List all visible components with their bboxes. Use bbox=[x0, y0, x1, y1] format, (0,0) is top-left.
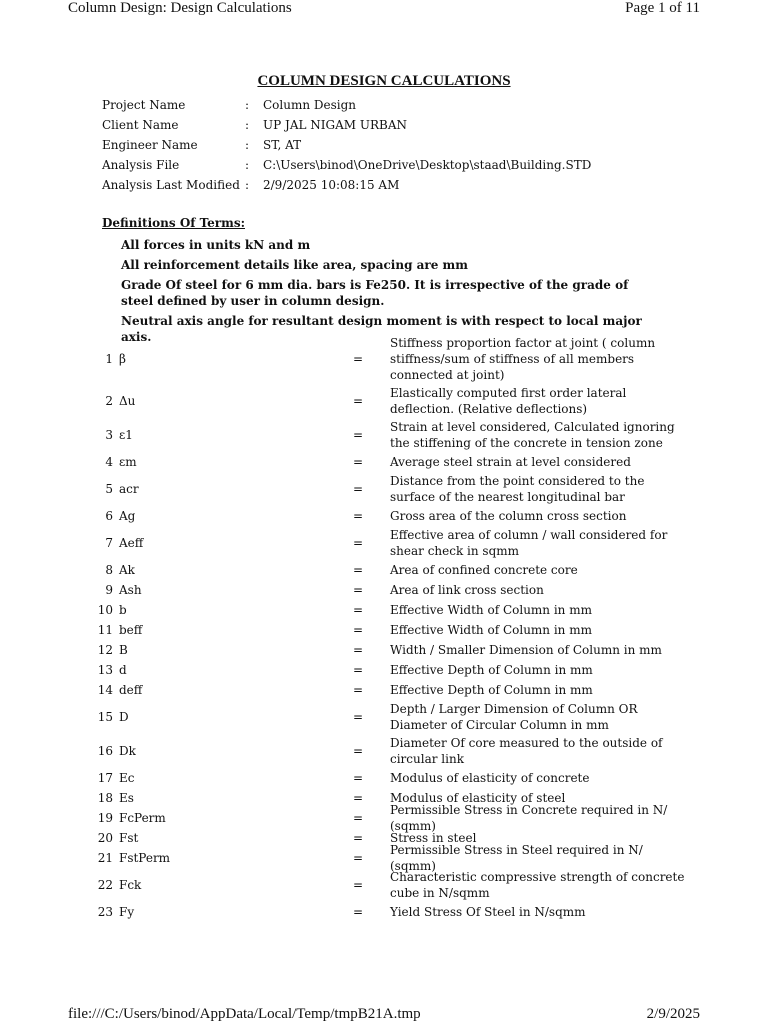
term-row bbox=[96, 660, 676, 680]
term-symbol: Fy bbox=[119, 905, 135, 919]
term-description: Area of confined concrete core bbox=[390, 563, 578, 577]
term-row bbox=[96, 640, 676, 660]
term-row bbox=[96, 620, 676, 640]
term-number: 3 bbox=[105, 428, 113, 442]
term-row bbox=[96, 902, 676, 922]
term-description: Effective area of column / wall considered for shear check in sqmm bbox=[390, 528, 668, 558]
term-number: 18 bbox=[97, 791, 113, 805]
term-symbol: B bbox=[119, 643, 128, 657]
term-number: 2 bbox=[105, 394, 113, 408]
term-number: 21 bbox=[97, 851, 113, 865]
definitions-heading: Definitions Of Terms: bbox=[102, 216, 245, 230]
term-equals: = bbox=[352, 583, 364, 597]
term-equals: = bbox=[352, 623, 364, 637]
term-description: Permissible Stress in Steel required in N/ (sqmm) bbox=[390, 843, 643, 873]
term-row bbox=[96, 418, 676, 452]
term-symbol: FcPerm bbox=[119, 811, 166, 825]
term-equals: = bbox=[352, 744, 364, 758]
term-symbol: deff bbox=[119, 683, 143, 697]
note-item: Neutral axis angle for resultant design moment is with respect to local major axis. bbox=[121, 314, 642, 344]
info-value: ST, AT bbox=[263, 138, 302, 152]
terms-list bbox=[96, 334, 685, 922]
term-equals: = bbox=[352, 683, 364, 697]
info-separator: : bbox=[245, 98, 250, 112]
term-row bbox=[96, 600, 676, 620]
term-equals: = bbox=[352, 352, 364, 366]
term-symbol: Ak bbox=[119, 563, 135, 577]
term-description: Gross area of the column cross section bbox=[390, 509, 627, 523]
term-equals: = bbox=[352, 905, 364, 919]
term-equals: = bbox=[352, 509, 364, 523]
notes-list bbox=[121, 237, 651, 349]
info-label: Analysis Last Modified bbox=[102, 178, 240, 192]
info-label: Project Name bbox=[102, 98, 186, 112]
term-description: Depth / Larger Dimension of Column OR Diameter of Circular Column in mm bbox=[390, 702, 638, 732]
term-symbol: Dk bbox=[119, 744, 136, 758]
term-symbol: beff bbox=[119, 623, 143, 637]
term-row bbox=[96, 560, 676, 580]
term-symbol: β bbox=[119, 352, 126, 366]
term-number: 12 bbox=[97, 643, 113, 657]
term-row bbox=[96, 868, 685, 902]
term-symbol: b bbox=[119, 603, 127, 617]
term-description: Permissible Stress in Concrete required in N/ (sqmm) bbox=[390, 803, 668, 833]
term-description: Elastically computed first order lateral deflection. (Relative deflections) bbox=[390, 386, 627, 416]
term-description: Diameter Of core measured to the outside of circular link bbox=[390, 736, 663, 766]
term-equals: = bbox=[352, 771, 364, 785]
term-row bbox=[96, 334, 676, 384]
term-description: Stiffness proportion factor at joint ( column stiffness/sum of stiffness of all members connected at joint) bbox=[390, 336, 656, 382]
term-symbol: Δu bbox=[119, 394, 136, 408]
info-separator: : bbox=[245, 138, 250, 152]
term-equals: = bbox=[352, 536, 364, 550]
note-item: All reinforcement details like area, spacing are mm bbox=[121, 258, 468, 272]
term-number: 20 bbox=[97, 831, 113, 845]
term-number: 14 bbox=[97, 683, 113, 697]
term-row bbox=[96, 768, 676, 788]
term-number: 16 bbox=[97, 744, 113, 758]
info-label: Client Name bbox=[102, 118, 179, 132]
term-equals: = bbox=[352, 851, 364, 865]
term-symbol: Ec bbox=[119, 771, 135, 785]
term-equals: = bbox=[352, 482, 364, 496]
term-equals: = bbox=[352, 791, 364, 805]
term-equals: = bbox=[352, 811, 364, 825]
term-row bbox=[96, 506, 676, 526]
term-row bbox=[96, 843, 676, 873]
term-number: 23 bbox=[97, 905, 113, 919]
term-number: 17 bbox=[97, 771, 113, 785]
term-number: 19 bbox=[97, 811, 113, 825]
term-description: Distance from the point considered to the surface of the nearest longitudinal bar bbox=[390, 474, 645, 504]
term-row bbox=[96, 472, 676, 506]
info-value: Column Design bbox=[263, 98, 357, 112]
term-description: Modulus of elasticity of concrete bbox=[390, 771, 590, 785]
term-number: 5 bbox=[105, 482, 113, 496]
info-label: Engineer Name bbox=[102, 138, 198, 152]
term-description: Effective Width of Column in mm bbox=[390, 623, 592, 637]
term-symbol: D bbox=[119, 710, 129, 724]
term-equals: = bbox=[352, 878, 364, 892]
info-label: Analysis File bbox=[102, 158, 180, 172]
page-number: Page 1 of 11 bbox=[625, 0, 700, 16]
term-equals: = bbox=[352, 455, 364, 469]
term-row bbox=[96, 803, 676, 833]
term-number: 6 bbox=[105, 509, 113, 523]
term-description: Effective Depth of Column in mm bbox=[390, 683, 593, 697]
term-number: 9 bbox=[105, 583, 113, 597]
info-value: C:\Users\binod\OneDrive\Desktop\staad\Building.STD bbox=[263, 158, 592, 172]
term-symbol: Ash bbox=[119, 583, 142, 597]
info-separator: : bbox=[245, 158, 250, 172]
term-row bbox=[96, 452, 676, 472]
term-symbol: Aeff bbox=[119, 536, 144, 550]
term-symbol: ε1 bbox=[119, 428, 133, 442]
term-symbol: Es bbox=[119, 791, 134, 805]
term-symbol: Fck bbox=[119, 878, 142, 892]
term-row bbox=[96, 384, 676, 418]
term-description: Characteristic compressive strength of concrete cube in N/sqmm bbox=[390, 870, 685, 900]
info-value: 2/9/2025 10:08:15 AM bbox=[263, 178, 400, 192]
term-description: Effective Width of Column in mm bbox=[390, 603, 592, 617]
term-equals: = bbox=[352, 428, 364, 442]
footer-file-path: file:///C:/Users/binod/AppData/Local/Temp/tmpB21A.tmp bbox=[68, 1006, 421, 1022]
term-description: Stress in steel bbox=[390, 831, 477, 845]
term-row bbox=[96, 526, 676, 560]
term-symbol: acr bbox=[119, 482, 139, 496]
term-symbol: εm bbox=[119, 455, 137, 469]
term-description: Yield Stress Of Steel in N/sqmm bbox=[390, 905, 586, 919]
note-item: Grade Of steel for 6 mm dia. bars is Fe250. It is irrespective of the grade of steel defined by user in column design. bbox=[121, 278, 629, 308]
term-symbol: FstPerm bbox=[119, 851, 171, 865]
footer-date: 2/9/2025 bbox=[646, 1006, 700, 1022]
term-row bbox=[96, 734, 676, 768]
term-number: 11 bbox=[97, 623, 113, 637]
term-equals: = bbox=[352, 603, 364, 617]
page-header-title: Column Design: Design Calculations bbox=[68, 0, 292, 16]
document-title: COLUMN DESIGN CALCULATIONS bbox=[257, 73, 511, 89]
term-number: 10 bbox=[97, 603, 113, 617]
term-number: 7 bbox=[105, 536, 113, 550]
term-description: Area of link cross section bbox=[390, 583, 544, 597]
term-description: Effective Depth of Column in mm bbox=[390, 663, 593, 677]
term-description: Average steel strain at level considered bbox=[390, 455, 631, 469]
info-value: UP JAL NIGAM URBAN bbox=[263, 118, 407, 132]
term-description: Modulus of elasticity of steel bbox=[390, 791, 566, 805]
term-row bbox=[96, 680, 676, 700]
term-symbol: Ag bbox=[119, 509, 136, 523]
term-equals: = bbox=[352, 663, 364, 677]
term-equals: = bbox=[352, 563, 364, 577]
term-equals: = bbox=[352, 710, 364, 724]
term-number: 22 bbox=[97, 878, 113, 892]
term-number: 1 bbox=[105, 352, 113, 366]
term-number: 8 bbox=[105, 563, 113, 577]
term-number: 4 bbox=[105, 455, 113, 469]
term-number: 13 bbox=[97, 663, 113, 677]
term-equals: = bbox=[352, 394, 364, 408]
term-description: Width / Smaller Dimension of Column in mm bbox=[390, 643, 662, 657]
term-equals: = bbox=[352, 643, 364, 657]
term-number: 15 bbox=[97, 710, 113, 724]
term-symbol: Fst bbox=[119, 831, 139, 845]
term-equals: = bbox=[352, 831, 364, 845]
term-description: Strain at level considered, Calculated ignoring the stiffening of the concrete in tension zone bbox=[390, 420, 675, 450]
term-row bbox=[96, 580, 676, 600]
info-separator: : bbox=[245, 178, 250, 192]
note-item: All forces in units kN and m bbox=[121, 238, 311, 252]
info-separator: : bbox=[245, 118, 250, 132]
term-row bbox=[96, 700, 676, 734]
term-symbol: d bbox=[119, 663, 127, 677]
